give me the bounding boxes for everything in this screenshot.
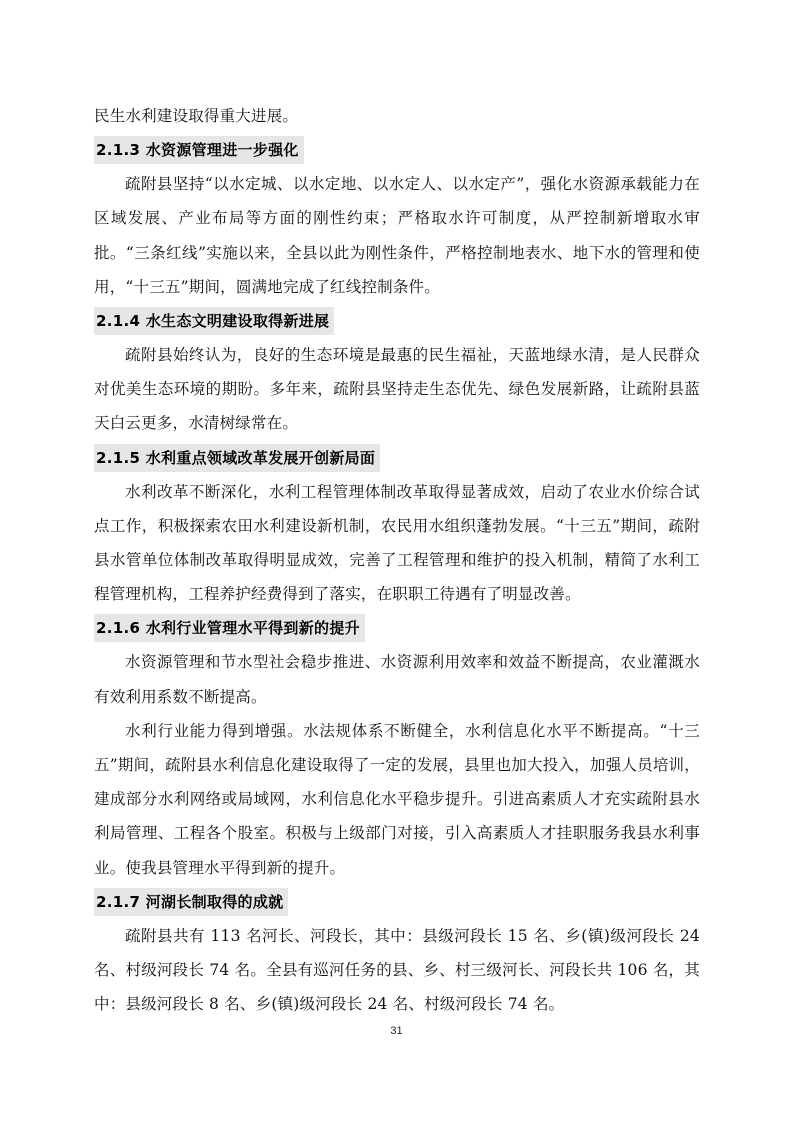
section-heading-2-1-3 (94, 136, 700, 164)
section-heading-2-1-7 (94, 888, 700, 916)
section-heading-text: 2.1.5 水利重点领域改革发展开创新局面 (94, 444, 380, 472)
section-heading-2-1-4 (94, 307, 700, 335)
section-paragraph: 疏附县坚持“以水定城、以水定地、以水定人、以水定产”，强化水资源承载能力在区域发展、产业布局等方面的刚性约束；严格取水许可制度，从严控制新增取水审批。“三条红线”实施以来，全县以此为刚性条件，严格控制地表水、地下水的管理和使用，“十三五”期间，圆满地完成了红线控制条件。 (94, 175, 700, 296)
section-heading-2-1-6 (94, 614, 700, 642)
page-body (94, 99, 700, 1021)
section-paragraph: 水利行业能力得到增强。水法规体系不断健全，水利信息化水平不断提高。“十三五”期间，疏附县水利信息化建设取得了一定的发展，县里也加大投入，加强人员培训，建成部分水利网络或局域网，水利信息化水平稳步提升。引进高素质人才充实疏附县水利局管理、工程各个股室。积极与上级部门对接，引入高素质人才挂职服务我县水利事业。使我县管理水平得到新的提升。 (94, 721, 700, 877)
section-paragraph: 疏附县共有 113 名河长、河段长，其中：县级河段长 15 名、乡(镇)级河段长 24 名、村级河段长 74 名。全县有巡河任务的县、乡、村三级河长、河段长共 106 名，其中：县级河段长 8 名、乡(镇)级河段长 24 名、村级河段长 74 名。 (94, 926, 700, 1014)
section-paragraph: 水利改革不断深化，水利工程管理体制改革取得显著成效，启动了农业水价综合试点工作，积极探索农田水利建设新机制，农民用水组织蓬勃发展。“十三五”期间，疏附县水管单位体制改革取得明显成效，完善了工程管理和维护的投入机制，精简了水利工程管理机构，工程养护经费得到了落实，在职职工待遇有了明显改善。 (94, 482, 700, 604)
section-heading-text: 2.1.7 河湖长制取得的成就 (94, 888, 288, 916)
intro-paragraph: 民生水利建设取得重大进展。 (94, 107, 299, 125)
section-heading-2-1-5 (94, 444, 700, 472)
section-heading-text: 2.1.4 水生态文明建设取得新进展 (94, 307, 334, 335)
section-paragraph: 疏附县始终认为，良好的生态环境是最惠的民生福祉，天蓝地绿水清，是人民群众对优美生态环境的期盼。多年来，疏附县坚持走生态优先、绿色发展新路，让疏附县蓝天白云更多，水清树绿常在。 (94, 346, 700, 433)
section-heading-text: 2.1.3 水资源管理进一步强化 (94, 136, 304, 164)
section-paragraph: 水资源管理和节水型社会稳步推进、水资源利用效率和效益不断提高，农业灌溉水有效利用系数不断提高。 (94, 653, 700, 706)
page-number: 31 (390, 1025, 403, 1037)
section-heading-text: 2.1.6 水利行业管理水平得到新的提升 (94, 614, 365, 642)
